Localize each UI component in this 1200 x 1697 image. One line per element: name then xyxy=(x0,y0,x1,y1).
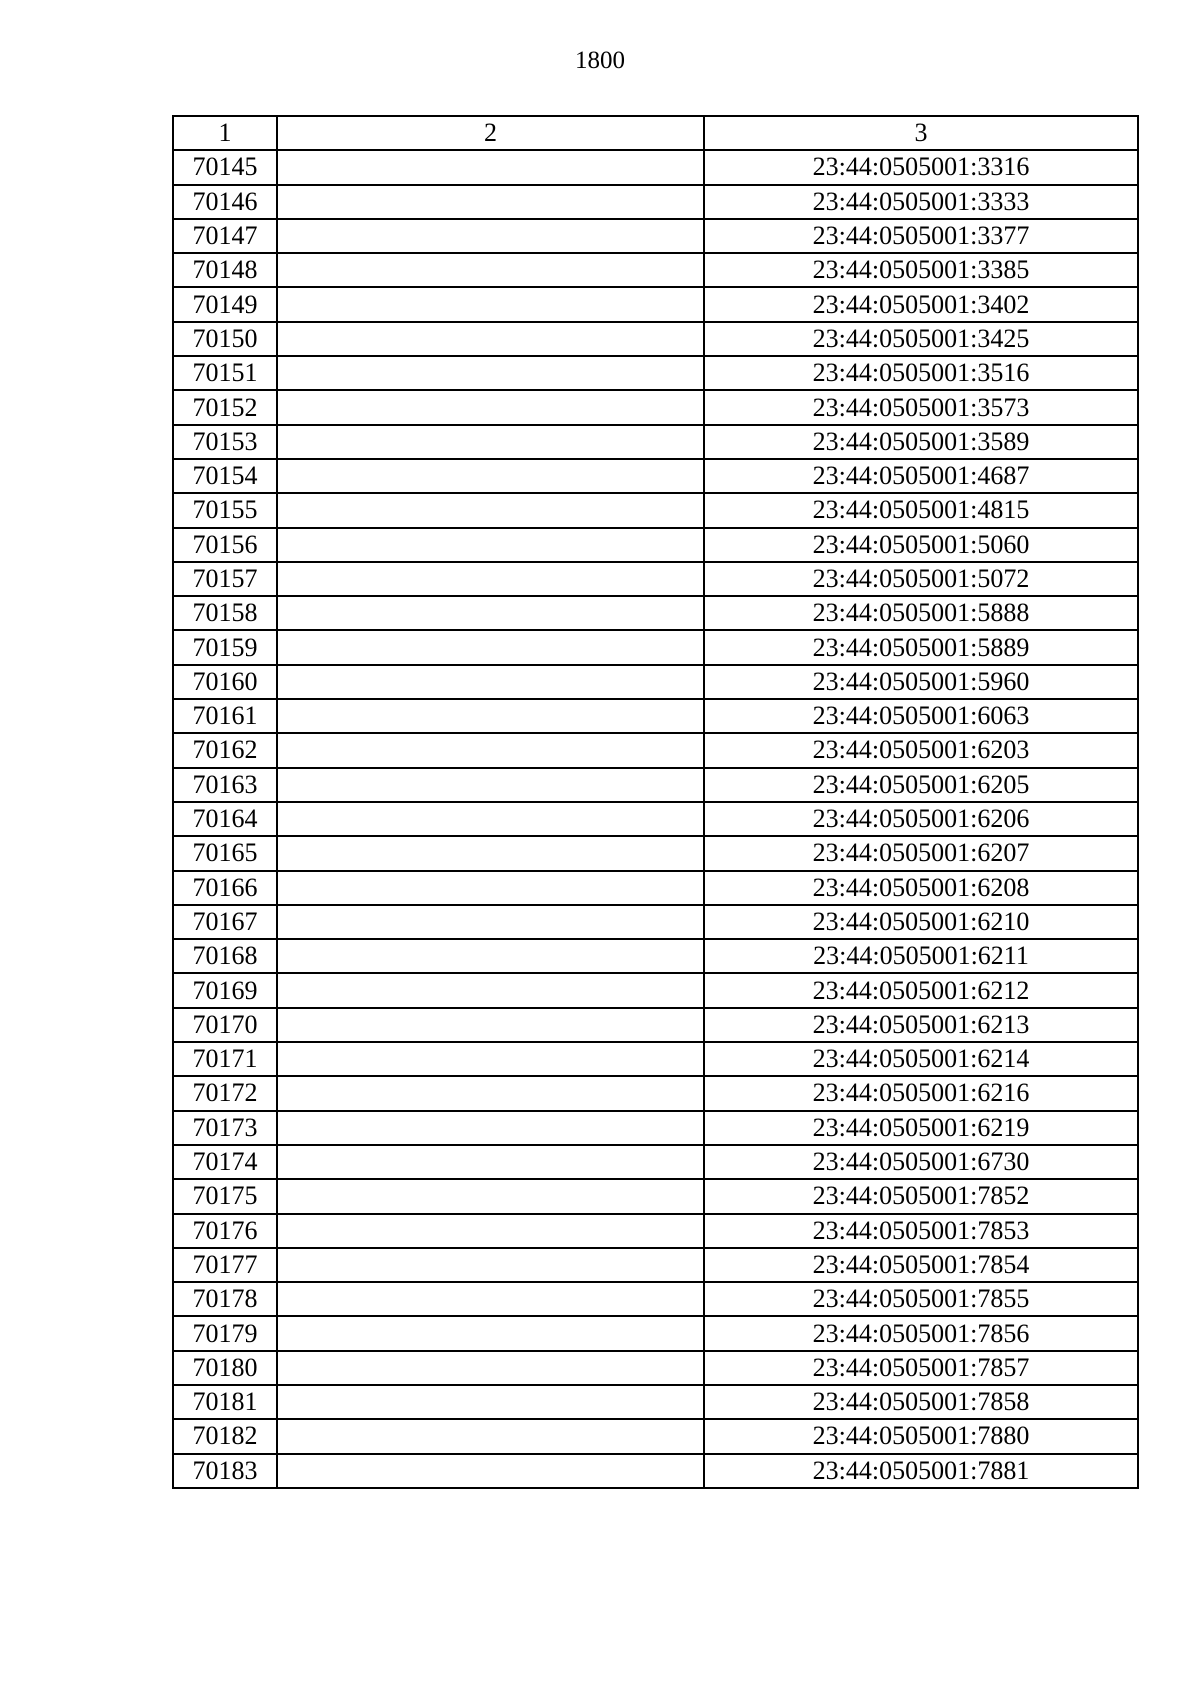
cadastral-number-cell: 23:44:0505001:6211 xyxy=(704,939,1138,973)
table-row xyxy=(173,1351,1138,1385)
table-row xyxy=(173,768,1138,802)
column-header-1: 1 xyxy=(173,116,277,150)
table-row xyxy=(173,1316,1138,1350)
column-header-2: 2 xyxy=(277,116,704,150)
description-cell xyxy=(277,219,704,253)
row-number-cell: 70145 xyxy=(173,150,277,184)
description-cell xyxy=(277,1076,704,1110)
table-row xyxy=(173,493,1138,527)
table-row xyxy=(173,836,1138,870)
cadastral-number-cell: 23:44:0505001:4687 xyxy=(704,459,1138,493)
row-number-cell: 70157 xyxy=(173,562,277,596)
description-cell xyxy=(277,1454,704,1488)
cadastral-number-cell: 23:44:0505001:6205 xyxy=(704,768,1138,802)
description-cell xyxy=(277,1179,704,1213)
row-number-cell: 70168 xyxy=(173,939,277,973)
row-number-cell: 70164 xyxy=(173,802,277,836)
description-cell xyxy=(277,287,704,321)
table-row xyxy=(173,1214,1138,1248)
description-cell xyxy=(277,356,704,390)
cadastral-number-cell: 23:44:0505001:5960 xyxy=(704,665,1138,699)
table-row xyxy=(173,150,1138,184)
description-cell xyxy=(277,1042,704,1076)
description-cell xyxy=(277,939,704,973)
cadastral-number-cell: 23:44:0505001:6063 xyxy=(704,699,1138,733)
cadastral-number-cell: 23:44:0505001:7852 xyxy=(704,1179,1138,1213)
row-number-cell: 70148 xyxy=(173,253,277,287)
table-row xyxy=(173,1385,1138,1419)
description-cell xyxy=(277,562,704,596)
description-cell xyxy=(277,1419,704,1453)
row-number-cell: 70146 xyxy=(173,185,277,219)
row-number-cell: 70170 xyxy=(173,1008,277,1042)
description-cell xyxy=(277,322,704,356)
cadastral-number-cell: 23:44:0505001:6207 xyxy=(704,836,1138,870)
cadastral-number-cell: 23:44:0505001:3402 xyxy=(704,287,1138,321)
table-row xyxy=(173,1076,1138,1110)
cadastral-number-cell: 23:44:0505001:7881 xyxy=(704,1454,1138,1488)
table-row xyxy=(173,1419,1138,1453)
row-number-cell: 70160 xyxy=(173,665,277,699)
table-row xyxy=(173,1042,1138,1076)
cadastral-number-cell: 23:44:0505001:6216 xyxy=(704,1076,1138,1110)
description-cell xyxy=(277,150,704,184)
description-cell xyxy=(277,185,704,219)
row-number-cell: 70172 xyxy=(173,1076,277,1110)
table-row xyxy=(173,562,1138,596)
table-body xyxy=(173,150,1138,1488)
cadastral-number-cell: 23:44:0505001:6212 xyxy=(704,973,1138,1007)
table-row xyxy=(173,905,1138,939)
row-number-cell: 70180 xyxy=(173,1351,277,1385)
table-row xyxy=(173,1282,1138,1316)
description-cell xyxy=(277,802,704,836)
cadastral-number-cell: 23:44:0505001:7855 xyxy=(704,1282,1138,1316)
table-row xyxy=(173,871,1138,905)
description-cell xyxy=(277,390,704,424)
row-number-cell: 70179 xyxy=(173,1316,277,1350)
table-row xyxy=(173,973,1138,1007)
row-number-cell: 70176 xyxy=(173,1214,277,1248)
table-row xyxy=(173,596,1138,630)
description-cell xyxy=(277,768,704,802)
description-cell xyxy=(277,905,704,939)
table-row xyxy=(173,1145,1138,1179)
row-number-cell: 70150 xyxy=(173,322,277,356)
description-cell xyxy=(277,459,704,493)
row-number-cell: 70153 xyxy=(173,425,277,459)
table-row xyxy=(173,322,1138,356)
description-cell xyxy=(277,493,704,527)
row-number-cell: 70156 xyxy=(173,528,277,562)
row-number-cell: 70174 xyxy=(173,1145,277,1179)
row-number-cell: 70163 xyxy=(173,768,277,802)
table-row xyxy=(173,1179,1138,1213)
description-cell xyxy=(277,596,704,630)
cadastral-number-cell: 23:44:0505001:3425 xyxy=(704,322,1138,356)
row-number-cell: 70158 xyxy=(173,596,277,630)
cadastral-number-cell: 23:44:0505001:7853 xyxy=(704,1214,1138,1248)
description-cell xyxy=(277,528,704,562)
cadastral-number-cell: 23:44:0505001:3573 xyxy=(704,390,1138,424)
description-cell xyxy=(277,1385,704,1419)
description-cell xyxy=(277,665,704,699)
row-number-cell: 70169 xyxy=(173,973,277,1007)
row-number-cell: 70171 xyxy=(173,1042,277,1076)
description-cell xyxy=(277,630,704,664)
cadastral-number-cell: 23:44:0505001:6203 xyxy=(704,733,1138,767)
cadastral-number-cell: 23:44:0505001:4815 xyxy=(704,493,1138,527)
cadastral-number-cell: 23:44:0505001:3589 xyxy=(704,425,1138,459)
row-number-cell: 70147 xyxy=(173,219,277,253)
page-number: 1800 xyxy=(575,47,625,74)
table-row xyxy=(173,425,1138,459)
column-header-3: 3 xyxy=(704,116,1138,150)
table-row xyxy=(173,219,1138,253)
cadastral-number-cell: 23:44:0505001:3316 xyxy=(704,150,1138,184)
cadastral-number-cell: 23:44:0505001:6210 xyxy=(704,905,1138,939)
cadastral-number-cell: 23:44:0505001:6213 xyxy=(704,1008,1138,1042)
description-cell xyxy=(277,973,704,1007)
cadastral-number-cell: 23:44:0505001:7858 xyxy=(704,1385,1138,1419)
cadastral-number-cell: 23:44:0505001:5888 xyxy=(704,596,1138,630)
row-number-cell: 70159 xyxy=(173,630,277,664)
row-number-cell: 70166 xyxy=(173,871,277,905)
cadastral-number-cell: 23:44:0505001:3516 xyxy=(704,356,1138,390)
description-cell xyxy=(277,1111,704,1145)
description-cell xyxy=(277,733,704,767)
cadastral-number-cell: 23:44:0505001:7880 xyxy=(704,1419,1138,1453)
cadastral-number-cell: 23:44:0505001:5060 xyxy=(704,528,1138,562)
description-cell xyxy=(277,1351,704,1385)
cadastral-number-cell: 23:44:0505001:7857 xyxy=(704,1351,1138,1385)
description-cell xyxy=(277,699,704,733)
description-cell xyxy=(277,425,704,459)
description-cell xyxy=(277,1248,704,1282)
cadastral-number-cell: 23:44:0505001:5889 xyxy=(704,630,1138,664)
table-row xyxy=(173,802,1138,836)
cadastral-number-cell: 23:44:0505001:7854 xyxy=(704,1248,1138,1282)
row-number-cell: 70173 xyxy=(173,1111,277,1145)
table-row xyxy=(173,287,1138,321)
cadastral-number-cell: 23:44:0505001:7856 xyxy=(704,1316,1138,1350)
table-row xyxy=(173,459,1138,493)
description-cell xyxy=(277,836,704,870)
cadastral-number-cell: 23:44:0505001:6730 xyxy=(704,1145,1138,1179)
cadastral-number-cell: 23:44:0505001:6208 xyxy=(704,871,1138,905)
cadastral-table xyxy=(172,115,1139,1489)
description-cell xyxy=(277,253,704,287)
cadastral-number-cell: 23:44:0505001:3385 xyxy=(704,253,1138,287)
description-cell xyxy=(277,1145,704,1179)
row-number-cell: 70162 xyxy=(173,733,277,767)
description-cell xyxy=(277,1282,704,1316)
cadastral-number-cell: 23:44:0505001:3377 xyxy=(704,219,1138,253)
row-number-cell: 70181 xyxy=(173,1385,277,1419)
table-row xyxy=(173,665,1138,699)
row-number-cell: 70167 xyxy=(173,905,277,939)
table-row xyxy=(173,356,1138,390)
row-number-cell: 70154 xyxy=(173,459,277,493)
table-row xyxy=(173,630,1138,664)
description-cell xyxy=(277,871,704,905)
row-number-cell: 70152 xyxy=(173,390,277,424)
table-row xyxy=(173,390,1138,424)
table-row xyxy=(173,185,1138,219)
cadastral-number-cell: 23:44:0505001:6219 xyxy=(704,1111,1138,1145)
table-row xyxy=(173,1248,1138,1282)
table-row xyxy=(173,939,1138,973)
table-row xyxy=(173,699,1138,733)
row-number-cell: 70161 xyxy=(173,699,277,733)
row-number-cell: 70178 xyxy=(173,1282,277,1316)
row-number-cell: 70175 xyxy=(173,1179,277,1213)
cadastral-number-cell: 23:44:0505001:3333 xyxy=(704,185,1138,219)
row-number-cell: 70182 xyxy=(173,1419,277,1453)
cadastral-number-cell: 23:44:0505001:6214 xyxy=(704,1042,1138,1076)
description-cell xyxy=(277,1214,704,1248)
cadastral-number-cell: 23:44:0505001:6206 xyxy=(704,802,1138,836)
row-number-cell: 70149 xyxy=(173,287,277,321)
table-header-row xyxy=(173,116,1138,150)
description-cell xyxy=(277,1008,704,1042)
row-number-cell: 70165 xyxy=(173,836,277,870)
table-row xyxy=(173,733,1138,767)
table-row xyxy=(173,1008,1138,1042)
table-row xyxy=(173,253,1138,287)
row-number-cell: 70151 xyxy=(173,356,277,390)
row-number-cell: 70183 xyxy=(173,1454,277,1488)
table-row xyxy=(173,1454,1138,1488)
row-number-cell: 70177 xyxy=(173,1248,277,1282)
cadastral-number-cell: 23:44:0505001:5072 xyxy=(704,562,1138,596)
row-number-cell: 70155 xyxy=(173,493,277,527)
table-row xyxy=(173,1111,1138,1145)
description-cell xyxy=(277,1316,704,1350)
table-row xyxy=(173,528,1138,562)
